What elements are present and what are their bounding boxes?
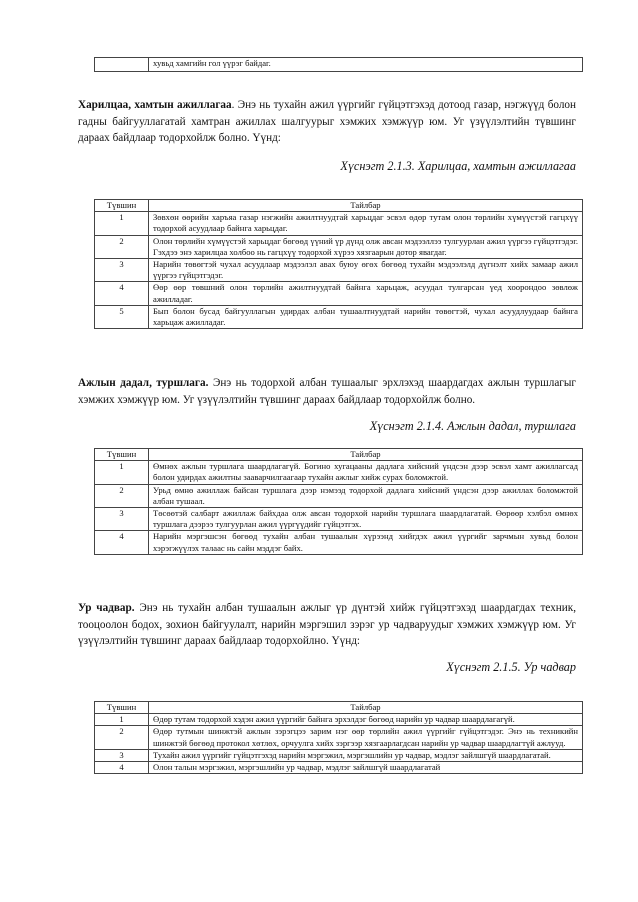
table-cell-description: Бып болон бусад байгууллагын удирдах албан тушаалтнуудтай нарийн төвөгтэй, чухал асуудлуудаар байнга харьцаж ажилладаг. (149, 305, 583, 328)
table-cell-level: 4 (95, 531, 149, 554)
cooperation-table (94, 199, 583, 329)
table-cell-description: Урьд өмнө ажиллаж байсан туршлага дээр нэмээд тодорхой дадлага хийсний үндсэн дээр ажиллах боломжтой албан тушаал. (149, 484, 583, 507)
table-header-row (95, 449, 583, 461)
section-heading: Ажлын дадал, туршлага. (78, 377, 209, 389)
experience-table (94, 448, 583, 555)
column-header-level: Түвшин (95, 449, 149, 461)
table-cell-description: Тухайн ажил үүргийг гүйцэтгэхэд нарийн мэргэжил, мэргэшлийн ур чадвар, мэдлэг зайлшгүй шаардлагатай. (149, 749, 583, 761)
column-header-level: Түвшин (95, 702, 149, 714)
table-cell-level: 2 (95, 484, 149, 507)
continuation-table (94, 57, 583, 72)
table-header-row (95, 200, 583, 212)
table-cell-description: Өдөр тутмын шинжтэй ажлын зэрэгцээ зарим нэг өөр төрлийн ажил үүргийг гүйцэтгэдэг. Энэ нь техникийн шинжтэй бөгөөд протокол хөтлөх, орчуулга хийх зэргээр хязгаарлагдсан нарийн ур чадвар шаардлагтүй ажлууд. (149, 726, 583, 749)
table-cell-description: Төсөөтэй салбарт ажиллаж байхдаа олж авсан тодорхой нарийн туршлага шаардлагатай. Өөрөөр хэлбэл өмнөх туршлага дээрээ тулгуурлан ажил үүргүүдийг гүйцэтгэх. (149, 508, 583, 531)
table-cell-level: 1 (95, 461, 149, 484)
table-cell-description: Зөвхөн өөрийн харъяа газар нэгжийн ажилтнуудтай харьцдаг эсвэл өдөр тутам олон төрлийн хүмүүстэй гагцхүү тодорхой асуудлаар байнга харьцдаг. (149, 212, 583, 235)
section-paragraph-experience (78, 375, 576, 408)
table-row (95, 212, 583, 235)
table-row (95, 749, 583, 761)
section-body: Энэ нь тухайн албан тушаалын ажлыг үр дүнтэй хийж гүйцэтгэхэд шаардагдах техник, тооцоолон бодох, зохион байгуулалт, нарийн мэргэшил зэрэг ур чадваруудыг хэмжих хэмжүүр юм. Уг үзүүлэлтийн түвшинг дараах байдлаар тодорхойлно. Үүнд: (78, 602, 577, 647)
table-caption: Хүснэгт 2.1.4. Ажлын дадал, туршлага (369, 419, 576, 433)
column-header-description: Тайлбар (149, 200, 583, 212)
table-header-row (95, 702, 583, 714)
table-cell-description: Олон төрлийн хүмүүстэй харьцдаг бөгөөд үүний үр дүнд олж авсан мэдээллээ тулгуурлан ажил үүргээ гүйцэтгэдэг. Гэхдээ энэ харилцаа холбоо нь гагцхүү тодорхой хүрээ хязгаарын дотор явагдаг. (149, 235, 583, 258)
table-row (95, 282, 583, 305)
section-body: Энэ нь тодорхой албан тушаалыг эрхлэхэд шаардагдах ажлын туршлагыг хэмжих хэмжүүр юм. Уг үзүүлэлтийн түвшинг дараах байдлаар тодорхойлж болно. (78, 377, 576, 406)
table-row (95, 305, 583, 328)
table-cell-level (95, 58, 149, 72)
section-paragraph-cooperation (78, 97, 576, 147)
column-header-description: Тайлбар (149, 449, 583, 461)
section-heading: Харилцаа, хамтын ажиллагаа (78, 99, 232, 111)
table-cell-level: 5 (95, 305, 149, 328)
table-cell-description: Нарийн төвөгтэй чухал асуудлаар мэдээлэл авах буюу өгөх бөгөөд тухайн мэдээлэлд дүгнэлт хийх замаар ажил үүргээ гүйцэтгэдэг. (149, 259, 583, 282)
table-row (95, 531, 583, 554)
section-heading: Ур чадвар. (78, 602, 135, 614)
table-cell-description: хувьд хамгийн гол үүрэг байдаг. (149, 58, 583, 72)
table-cell-level: 2 (95, 726, 149, 749)
table-cell-level: 4 (95, 762, 149, 774)
table-cell-level: 2 (95, 235, 149, 258)
table-cell-description: Нарийн мэргэшсэн бөгөөд тухайн албан тушаалын хүрээнд хийгдэх ажил үүргийг зарчмын хувьд болон хэрэгжүүлэх талаас нь сайн мэддэг байх. (149, 531, 583, 554)
table-cell-level: 1 (95, 212, 149, 235)
column-header-description: Тайлбар (149, 702, 583, 714)
table-row (95, 259, 583, 282)
table-row (95, 461, 583, 484)
table-row (95, 58, 583, 72)
table-cell-level: 3 (95, 259, 149, 282)
column-header-level: Түвшин (95, 200, 149, 212)
table-row (95, 235, 583, 258)
table-cell-description: Өдөр тутам тодорхой хэдэн ажил үүргийг байнга эрхэлдэг бөгөөд нарийн ур чадвар шаардлагагүй. (149, 714, 583, 726)
section-body: . Энэ нь тухайн ажил үүргийг гүйцэтгэхэд дотоод газар, нэгжүүд болон гадны байгууллагатай хамтран ажиллах шалгуурыг хэмжих хэмжүүр юм. Уг үзүүлэлтийн түвшинг дараах байдлаар тодорхойлж болно. Үүнд: (78, 99, 576, 144)
table-cell-description: Олон талын мэргэжил, мэргэшлийн ур чадвар, мэдлэг зайлшгүй шаардлагатай (149, 762, 583, 774)
table-row (95, 726, 583, 749)
table-row (95, 484, 583, 507)
section-paragraph-skills (78, 600, 576, 650)
table-cell-level: 4 (95, 282, 149, 305)
table-cell-level: 3 (95, 749, 149, 761)
table-row (95, 714, 583, 726)
table-cell-description: Өөр өөр төвшний олон төрлийн ажилтнуудтай байнга харьцаж, асуудал тулгарсан үед хоорондоо зөвлөж ажилладаг. (149, 282, 583, 305)
table-cell-description: Өмнөх ажлын туршлага шаардлагагүй. Богино хугацааны дадлага хийсний үндсэн дээр эсвэл хамт ажиллагсад болон удирдах ажилтны зааварчилгаагаар тухайн ажлыг хийж сурах боломжтой. (149, 461, 583, 484)
table-row (95, 508, 583, 531)
table-caption: Хүснэгт 2.1.3. Харилцаа, хамтын ажиллагаа (340, 159, 576, 173)
table-cell-level: 1 (95, 714, 149, 726)
table-caption: Хүснэгт 2.1.5. Ур чадвар (446, 660, 576, 674)
skills-table (94, 701, 583, 774)
table-cell-level: 3 (95, 508, 149, 531)
table-row (95, 762, 583, 774)
